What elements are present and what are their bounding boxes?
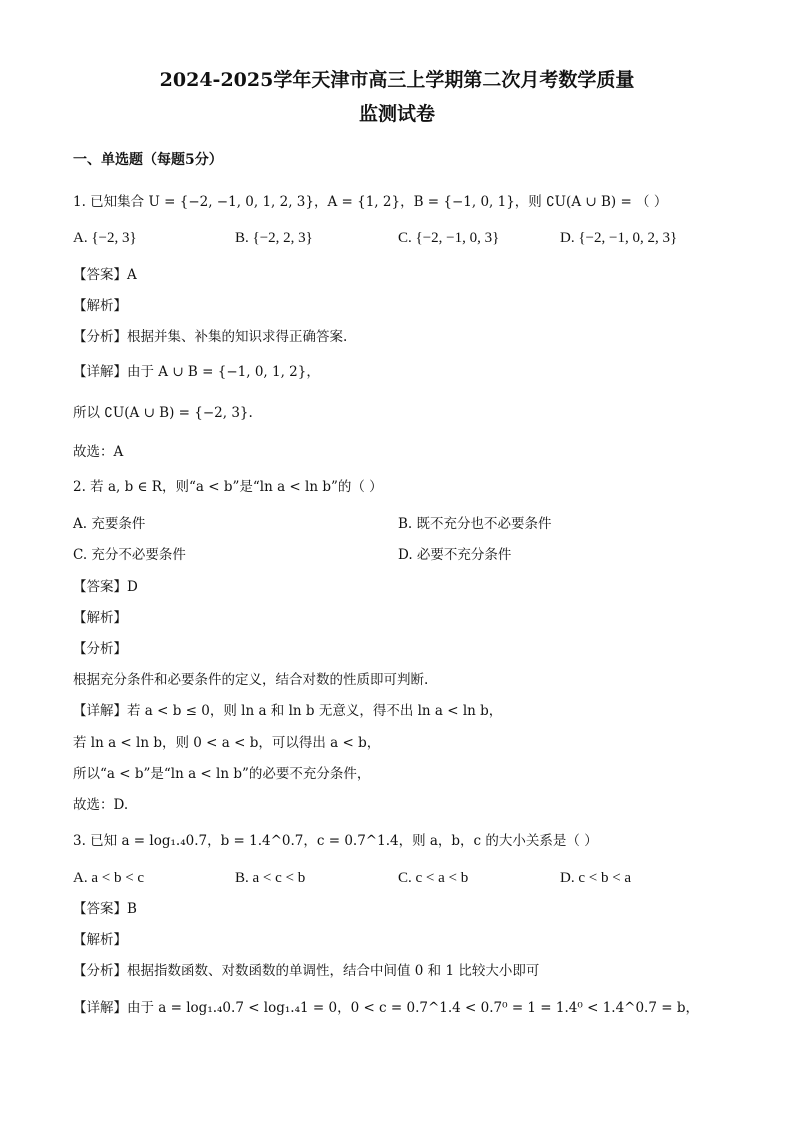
q2-stem: 2. 若 a, b ∈ R，则“a < b”是“ln a < ln b”的（ ） [73,479,383,495]
q1-detail-1: 【详解】由于 A ∪ B = {−1, 0, 1, 2}， [73,364,320,380]
q1-answer: 【答案】A [73,267,137,283]
q1-stem: 1. 已知集合 U = {−2, −1, 0, 1, 2, 3}，A = {1, 2}，B = {−1, 0, 1}，则 ∁U(A ∪ B) = （ ） [73,194,668,210]
q1-analysis: 【分析】根据并集、补集的知识求得正确答案. [73,329,348,345]
q2-option-c: C. 充分不必要条件 [73,547,186,563]
q3-option-c: C. c < a < b [398,870,469,886]
q2-analysis-label: 【解析】 [73,610,127,626]
q3-option-a: A. a < b < c [73,870,145,886]
q1-option-a: A. {−2, 3} [73,230,137,246]
q1-option-c: C. {−2, −1, 0, 3} [398,230,500,246]
q2-option-b: B. 既不充分也不必要条件 [398,516,552,532]
q1-choice: 故选：A [73,444,124,460]
document-title-line-2: 监测试卷 [358,103,435,125]
q1-option-b: B. {−2, 2, 3} [235,230,313,246]
q2-answer: 【答案】D [73,579,138,595]
q3-analysis: 【分析】根据指数函数、对数函数的单调性，结合中间值 0 和 1 比较大小即可 [73,963,540,979]
q2-detail-2: 若 ln a < ln b，则 0 < a < b，可以得出 a < b， [73,735,381,751]
q2-option-a: A. 充要条件 [73,516,146,532]
q1-option-d: D. {−2, −1, 0, 2, 3} [560,230,678,246]
q2-detail-1: 【详解】若 a < b ≤ 0，则 ln a 和 ln b 无意义，得不出 ln a < ln b， [73,703,503,719]
q3-detail-1: 【详解】由于 a = log₁.₄0.7 < log₁.₄1 = 0，0 < c = 0.7^1.4 < 0.7⁰ = 1 = 1.4⁰ < 1.4^0.7 = b， [73,1000,699,1016]
q3-option-d: D. c < b < a [560,870,632,886]
section-heading: 一、单选题（每题5分） [73,152,223,168]
q3-answer: 【答案】B [73,901,137,917]
q3-option-b: B. a < c < b [235,870,306,886]
q2-analysis: 根据充分条件和必要条件的定义，结合对数的性质即可判断. [73,672,429,688]
q1-detail-2: 所以 ∁U(A ∪ B) = {−2, 3}. [73,405,253,421]
document-title-line-1: 2024-2025学年天津市高三上学期第二次月考数学质量 [159,69,635,91]
q1-analysis-label: 【解析】 [73,298,127,314]
q2-detail-3: 所以“a < b”是“ln a < ln b”的必要不充分条件， [73,766,371,782]
q3-stem: 3. 已知 a = log₁.₄0.7，b = 1.4^0.7，c = 0.7^1.4，则 a，b，c 的大小关系是（ ） [73,833,598,849]
q2-option-d: D. 必要不充分条件 [398,547,512,563]
q3-analysis-label: 【解析】 [73,932,127,948]
q2-choice: 故选：D. [73,797,129,813]
q2-analysis-heading: 【分析】 [73,641,127,657]
